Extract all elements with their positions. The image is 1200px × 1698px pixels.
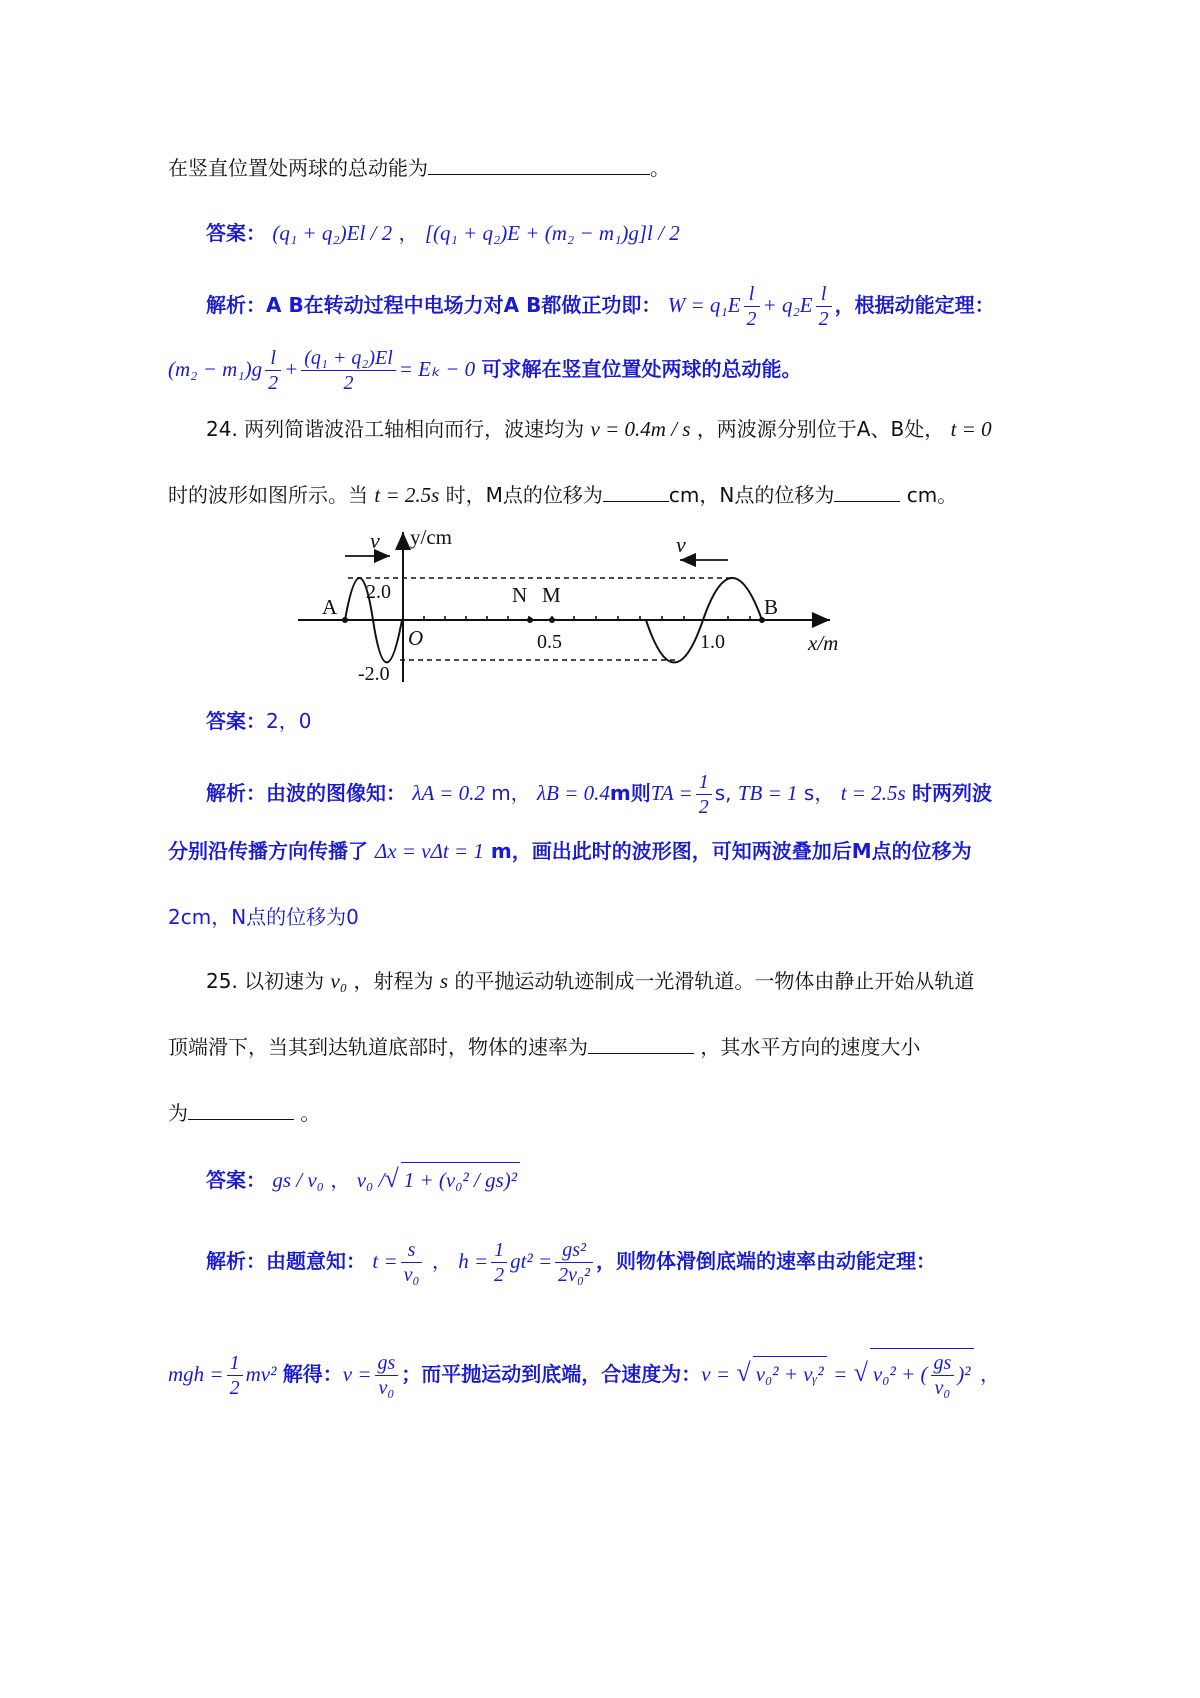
q23-answer: 答案： (q₁ + q₂)El / 2 ， [(q₁ + q₂)E + (m₂ − m₁)g]l / 2	[206, 221, 680, 245]
q23-tail-text: 在竖直位置处两球的总动能为	[168, 156, 428, 180]
answer-blank	[428, 156, 650, 175]
answer-label: 答案：	[206, 221, 266, 245]
q25-question-line-3: 为 。	[168, 1101, 321, 1125]
sqrt-icon: √	[736, 1358, 751, 1387]
fraction: $\frac{l}{2}$	[816, 282, 832, 331]
q24-question-line-1: 24. 两列简谐波沿工轴相向而行，波速均为 v = 0.4m / s ，两波源分别位于A、B处， t = 0	[206, 417, 992, 441]
answer-blank	[834, 483, 900, 502]
x-tick-05: 0.5	[537, 631, 562, 653]
label-n: N	[512, 583, 528, 607]
fraction: $\frac{gs}{\text{v₀}}$	[375, 1351, 399, 1400]
question-number: 24	[206, 417, 232, 441]
x-tick-10: 1.0	[700, 631, 725, 653]
label-o: O	[408, 626, 424, 650]
x-axis-label: x/m	[808, 631, 839, 655]
q25-question-line-2: 顶端滑下，当其到达轨道底部时，物体的速率为 ，其水平方向的速度大小	[168, 1035, 921, 1059]
fraction: $\frac{l}{2}$	[265, 346, 281, 395]
fraction: $\frac{1}{2}$	[696, 770, 712, 819]
v-label-left: v	[370, 528, 380, 553]
label-a: A	[322, 595, 338, 619]
answer-label: 答案：	[206, 1168, 266, 1192]
point-m	[549, 617, 555, 623]
answer-formula: [(q₁ + q₂)E + (m₂ − m₁)g]l / 2	[424, 221, 680, 245]
answer-blank	[588, 1035, 694, 1054]
fraction: $\frac{\text{(q₁ + q₂)El}}{2}$	[301, 346, 396, 395]
point-n	[527, 617, 533, 623]
q25-answer: 答案： gs / v₀ ， v₀ /√ 1 + (v₀² / gs)²	[206, 1162, 520, 1195]
y-tick-top: 2.0	[366, 581, 391, 603]
answer-formula: (q₁ + q₂)El / 2	[272, 221, 393, 245]
analysis-label: 解析：	[206, 293, 266, 317]
q23-analysis-line-2: (m₂ − m₁)g $\frac{l}{2}$ + $\frac{\text{(q₁ + q₂)El}}{2}$ = Eₖ − 0 可求解在竖直位置处两球的总动能。	[168, 347, 802, 394]
analysis-label: 解析：	[206, 1249, 266, 1273]
fraction: $\frac{\text{gs²}}{\text{2v₀²}}$	[555, 1238, 593, 1287]
sqrt-expression: v₀² + ( $\frac{gs}{\text{v₀}}$ )²	[870, 1348, 974, 1400]
fraction: $\frac{1}{2}$	[227, 1351, 243, 1400]
sqrt-icon: √	[853, 1358, 868, 1387]
q25-analysis-line-1: 解析：由题意知： t = $\frac{s}{\text{v₀}}$ ， h = $\frac{1}{2}$ gt² = $\frac{\text{gs²}}{\text{2v₀²}}$ ，则物体滑倒底端的速率由动能定理：	[206, 1239, 936, 1286]
v-label-right: v	[676, 532, 686, 557]
point-a	[342, 617, 348, 623]
q25-question-line-1: 25. 以初速为 v₀ ，射程为 s 的平抛运动轨迹制成一光滑轨道。一物体由静止开始从轨道	[206, 969, 975, 993]
q24-analysis-line-3: 2cm，N点的位移为0	[168, 905, 359, 929]
answer-blank	[603, 483, 669, 502]
label-m: M	[542, 583, 561, 607]
q24-question-line-2: 时的波形如图所示。当 t = 2.5s 时，M点的位移为 cm，N点的位移为 cm。	[168, 483, 958, 507]
fraction: $\frac{1}{2}$	[491, 1238, 507, 1287]
q25-analysis-line-2: mgh = $\frac{1}{2}$ mv² 解得：v = $\frac{gs}{\text{v₀}}$ ；而平抛运动到底端，合速度为：v = √ v₀² + vᵧ² = √ v₀² + ( $\frac{gs}{\text{v₀}}$ )² ，	[168, 1348, 1000, 1400]
analysis-label: 解析：	[206, 781, 266, 805]
y-axis-label: y/cm	[410, 525, 452, 549]
q24-analysis-line-2: 分别沿传播方向传播了 Δx = vΔt = 1 m，画出此时的波形图，可知两波叠加后M点的位移为	[168, 839, 972, 863]
q24-analysis-line-1: 解析：由波的图像知： λA = 0.2 m， λB = 0.4m则TA = $\frac{1}{2}$ s, TB = 1 s， t = 2.5s 时两列波	[206, 771, 992, 818]
label-b: B	[764, 595, 779, 619]
q24-answer: 答案：2，0	[206, 709, 312, 733]
answer-blank	[188, 1101, 294, 1120]
question-number: 25	[206, 969, 232, 993]
q23-fill-line: 在竖直位置处两球的总动能为 。	[168, 156, 670, 180]
sqrt-icon: √	[384, 1164, 399, 1193]
fraction: $\frac{l}{2}$	[744, 282, 760, 331]
fraction: $\frac{gs}{\text{v₀}}$	[931, 1351, 955, 1400]
answer-label: 答案：	[206, 709, 266, 733]
wave-figure	[290, 520, 860, 690]
q23-analysis-line-1: 解析：A B在转动过程中电场力对A B都做正功即： W = q₁E $\frac{l}{2}$ + q₂E $\frac{l}{2}$ ，根据动能定理：	[206, 283, 995, 330]
y-tick-bottom: -2.0	[358, 663, 390, 685]
fraction: $\frac{s}{\text{v₀}}$	[401, 1238, 423, 1287]
